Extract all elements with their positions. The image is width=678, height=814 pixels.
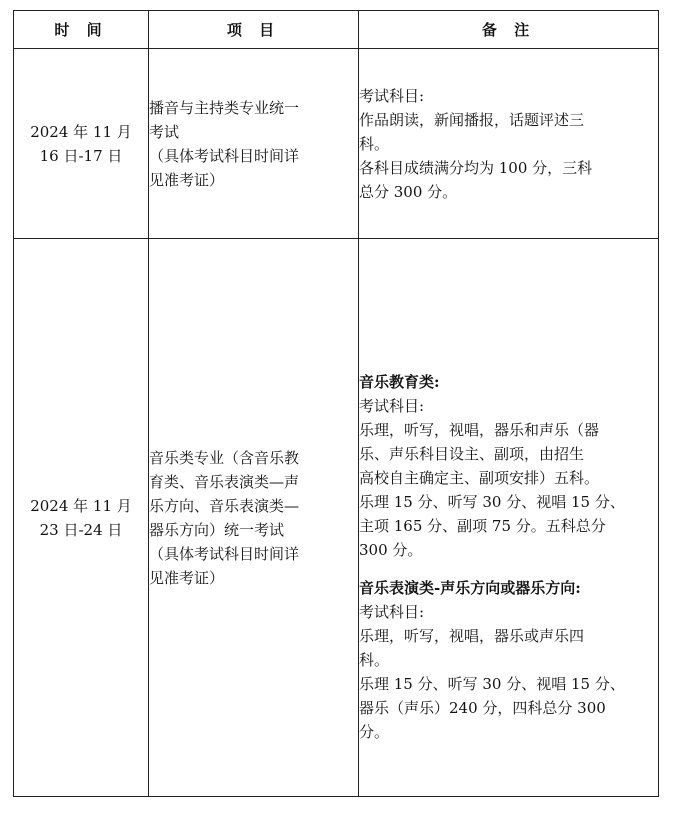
note-line: 乐理，听写，视唱，器乐或声乐四 — [359, 626, 585, 645]
note-line: 主项 165 分、副项 75 分。五科总分 — [359, 516, 606, 535]
note-line: 考试科目: — [359, 396, 425, 415]
note-line: 科。 — [359, 650, 390, 669]
item-line: 考试 — [149, 122, 180, 141]
time-cell — [14, 49, 149, 239]
note-line: 器乐（声乐）240 分，四科总分 300 — [359, 698, 606, 717]
time-line: 23 日-24 日 — [39, 520, 123, 539]
item-line: 播音与主持类专业统一 — [149, 98, 300, 117]
table-row — [14, 49, 659, 239]
item-line: 见准考证） — [149, 568, 225, 587]
note-line: 考试科目: — [359, 602, 425, 621]
note-line: 乐理 15 分、听写 30 分、视唱 15 分、 — [359, 492, 625, 511]
note-line: 作品朗读，新闻播报，话题评述三 — [359, 110, 585, 129]
note-line: 分。 — [359, 722, 390, 741]
item-line: 乐方向、音乐表演类— — [149, 496, 300, 515]
header-item: 项 目 — [149, 11, 359, 49]
item-cell — [149, 239, 359, 797]
header-note: 备 注 — [359, 11, 659, 49]
note-cell — [359, 49, 659, 239]
note-line: 各科目成绩满分均为 100 分，三科 — [359, 158, 593, 177]
header-time: 时 间 — [14, 11, 149, 49]
table-row — [14, 239, 659, 797]
note-cell — [359, 239, 659, 797]
time-line: 2024 年 11 月 — [30, 496, 132, 515]
item-cell — [149, 49, 359, 239]
note-line: 高校自主确定主、副项安排）五科。 — [359, 468, 600, 487]
time-line: 2024 年 11 月 — [30, 122, 132, 141]
item-line: 音乐类专业（含音乐教 — [149, 448, 300, 467]
header-row — [14, 11, 659, 49]
note-line: 科。 — [359, 134, 390, 153]
exam-schedule-table — [13, 10, 659, 797]
item-line: 育类、音乐表演类—声 — [149, 472, 300, 491]
item-line: （具体考试科目时间详 — [149, 544, 300, 563]
item-line: 器乐方向）统一考试 — [149, 520, 285, 539]
note-line: 总分 300 分。 — [359, 182, 458, 201]
time-cell — [14, 239, 149, 797]
note-line: 乐、声乐科目设主、副项，由招生 — [359, 444, 585, 463]
section-heading-music-performance: 音乐表演类-声乐方向或器乐方向: — [359, 578, 581, 597]
note-line: 乐理，听写，视唱，器乐和声乐（器 — [359, 420, 600, 439]
note-line: 乐理 15 分、听写 30 分、视唱 15 分、 — [359, 674, 625, 693]
item-line: （具体考试科目时间详 — [149, 146, 300, 165]
section-heading-music-education: 音乐教育类: — [359, 372, 440, 391]
time-line: 16 日-17 日 — [39, 146, 123, 165]
note-line: 300 分。 — [359, 540, 423, 559]
item-line: 见准考证） — [149, 170, 225, 189]
note-line: 考试科目: — [359, 86, 425, 105]
